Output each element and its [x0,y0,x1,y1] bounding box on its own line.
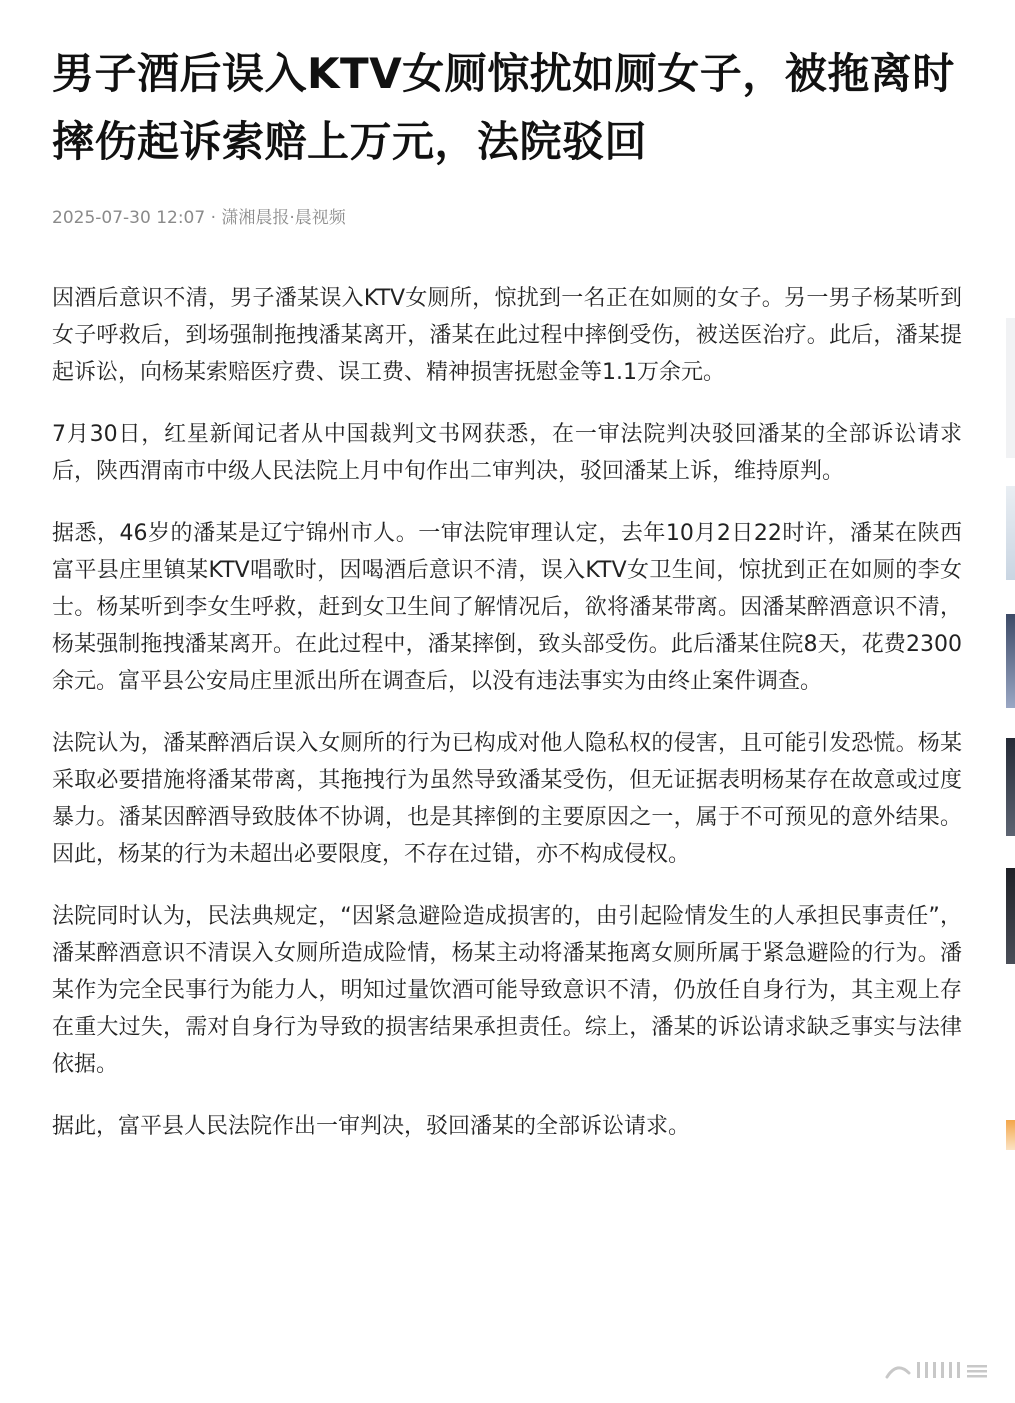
paragraph-5: 法院同时认为，民法典规定，“因紧急避险造成损害的，由引起险情发生的人承担民事责任”，潘某醉酒意识不清误入女厕所造成险情，杨某主动将潘某拖离女厕所属于紧急避险的行为。潘某作为完全民事行为能力人，明知过量饮酒可能导致意识不清，仍放任自身行为，其主观上存在重大过失，需对自身行为导致的损害结果承担责任。综上，潘某的诉讼请求缺乏事实与法律依据。 [52,904,962,1077]
article-title: 男子酒后误入KTV女厕惊扰如厕女子，被拖离时摔伤起诉索赔上万元，法院驳回 [52,49,955,166]
paragraph-1: 因酒后意识不清，男子潘某误入KTV女厕所，惊扰到一名正在如厕的女子。另一男子杨某听到女子呼救后，到场强制拖拽潘某离开，潘某在此过程中摔倒受伤，被送医治疗。此后，潘某提起诉讼，向杨某索赔医疗费、误工费、精神损害抚慰金等1.1万余元。 [52,286,962,385]
side-thumbnail[interactable] [1006,738,1015,836]
paragraph-2: 7月30日，红星新闻记者从中国裁判文书网获悉，在一审法院判决驳回潘某的全部诉讼请求后，陕西渭南市中级人民法院上月中旬作出二审判决，驳回潘某上诉，维持原判。 [52,422,962,484]
side-thumbnail[interactable] [1006,1120,1015,1150]
side-thumbnail[interactable] [1006,614,1015,708]
side-thumbnail[interactable] [1006,868,1015,964]
article-meta: 2025-07-30 12:07 · 潇湘晨报·晨视频 [52,208,346,228]
watermark-icon [883,1357,993,1383]
side-thumbnail[interactable] [1006,486,1015,580]
paragraph-3: 据悉，46岁的潘某是辽宁锦州市人。一审法院审理认定，去年10月2日22时许，潘某在陕西富平县庄里镇某KTV唱歌时，因喝酒后意识不清，误入KTV女卫生间，惊扰到正在如厕的李女士。杨某听到李女生呼救，赶到女卫生间了解情况后，欲将潘某带离。因潘某醉酒意识不清，杨某强制拖拽潘某离开。在此过程中，潘某摔倒，致头部受伤。此后潘某住院8天，花费2300余元。富平县公安局庄里派出所在调查后，以没有违法事实为由终止案件调查。 [52,521,962,694]
watermark-icon-graphic [883,1357,993,1383]
side-thumbnail[interactable] [1006,318,1015,458]
article-body [52,280,962,1145]
paragraph-4: 法院认为，潘某醉酒后误入女厕所的行为已构成对他人隐私权的侵害，且可能引发恐慌。杨某采取必要措施将潘某带离，其拖拽行为虽然导致潘某受伤，但无证据表明杨某存在故意或过度暴力。潘某因醉酒导致肢体不协调，也是其摔倒的主要原因之一，属于不可预见的意外结果。因此，杨某的行为未超出必要限度，不存在过错，亦不构成侵权。 [52,731,962,867]
article [52,40,962,1170]
paragraph-6: 据此，富平县人民法院作出一审判决，驳回潘某的全部诉讼请求。 [52,1114,691,1139]
